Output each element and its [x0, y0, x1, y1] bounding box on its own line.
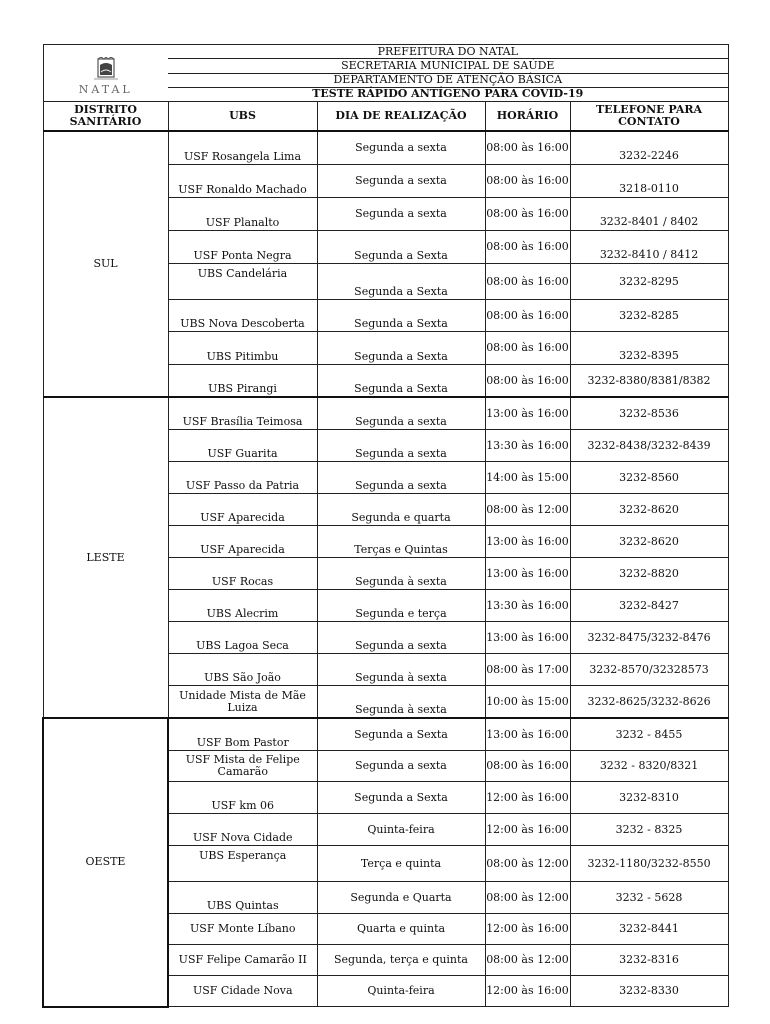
phone-cell: 3232-2246 [570, 131, 728, 165]
ubs-name-cell: USF Rocas [168, 558, 317, 590]
phone-cell: 3232 - 8320/8321 [570, 751, 728, 782]
ubs-name-cell: USF Ponta Negra [168, 231, 317, 264]
ubs-name-cell: USF km 06 [168, 782, 317, 814]
hour-cell: 08:00 às 16:00 [485, 131, 570, 165]
day-cell: Segunda a Sexta [317, 718, 485, 751]
hour-cell: 08:00 às 12:00 [485, 494, 570, 526]
hour-cell: 08:00 às 12:00 [485, 846, 570, 882]
ubs-name-cell: USF Felipe Camarão II [168, 945, 317, 976]
phone-cell: 3218-0110 [570, 165, 728, 198]
phone-cell: 3232-8310 [570, 782, 728, 814]
ubs-name-cell: UBS Pirangi [168, 365, 317, 398]
hour-cell: 08:00 às 16:00 [485, 264, 570, 300]
header-line-1: PREFEITURA DO NATAL [168, 45, 728, 59]
ubs-name-cell: Unidade Mista de Mãe Luiza [168, 686, 317, 719]
logo-cell [43, 45, 168, 102]
column-header-hour: HORÁRIO [485, 102, 570, 132]
ubs-name-cell: UBS Candelária [168, 264, 317, 300]
header-line-2: SECRETARIA MUNICIPAL DE SAÚDE [168, 59, 728, 73]
phone-cell: 3232-8560 [570, 462, 728, 494]
ubs-name-cell: USF Aparecida [168, 526, 317, 558]
day-cell: Segunda à sexta [317, 654, 485, 686]
ubs-name-cell: UBS Lagoa Seca [168, 622, 317, 654]
ubs-name-cell: USF Ronaldo Machado [168, 165, 317, 198]
day-cell: Terças e Quintas [317, 526, 485, 558]
ubs-name-cell: USF Cidade Nova [168, 976, 317, 1007]
day-cell: Terça e quinta [317, 846, 485, 882]
day-cell: Segunda a Sexta [317, 231, 485, 264]
phone-cell: 3232-8316 [570, 945, 728, 976]
hour-cell: 08:00 às 16:00 [485, 165, 570, 198]
column-header-phone: TELEFONE PARA CONTATO [570, 102, 728, 132]
day-cell: Segunda à sexta [317, 686, 485, 719]
hour-cell: 08:00 às 16:00 [485, 751, 570, 782]
header-line-4: TESTE RÁPIDO ANTÍGENO PARA COVID-19 [168, 87, 728, 101]
hour-cell: 12:00 às 16:00 [485, 914, 570, 945]
phone-cell: 3232-8285 [570, 300, 728, 332]
ubs-name-cell: USF Planalto [168, 198, 317, 231]
ubs-name-cell: UBS Pitimbu [168, 332, 317, 365]
day-cell: Segunda a sexta [317, 622, 485, 654]
ubs-name-cell: USF Guarita [168, 430, 317, 462]
hour-cell: 13:00 às 16:00 [485, 558, 570, 590]
hour-cell: 08:00 às 16:00 [485, 198, 570, 231]
hour-cell: 12:00 às 16:00 [485, 782, 570, 814]
phone-cell: 3232-8438/3232-8439 [570, 430, 728, 462]
phone-cell: 3232-8625/3232-8626 [570, 686, 728, 719]
phone-cell: 3232-8410 / 8412 [570, 231, 728, 264]
phone-cell: 3232-8295 [570, 264, 728, 300]
phone-cell: 3232-8536 [570, 397, 728, 430]
column-header-ubs: UBS [168, 102, 317, 132]
hour-cell: 08:00 às 16:00 [485, 231, 570, 264]
column-header-day: DIA DE REALIZAÇÃO [317, 102, 485, 132]
day-cell: Segunda à sexta [317, 558, 485, 590]
day-cell: Segunda a Sexta [317, 332, 485, 365]
hour-cell: 13:30 às 16:00 [485, 590, 570, 622]
hour-cell: 13:00 às 16:00 [485, 622, 570, 654]
phone-cell: 3232-8380/8381/8382 [570, 365, 728, 398]
hour-cell: 12:00 às 16:00 [485, 814, 570, 846]
hour-cell: 08:00 às 12:00 [485, 945, 570, 976]
ubs-name-cell: USF Bom Pastor [168, 718, 317, 751]
schedule-table [42, 44, 729, 1008]
column-header-district: DISTRITO SANITÁRIO [43, 102, 168, 132]
phone-cell: 3232-8395 [570, 332, 728, 365]
day-cell: Segunda e terça [317, 590, 485, 622]
covid-test-schedule-document [42, 44, 727, 1008]
day-cell: Segunda a sexta [317, 430, 485, 462]
phone-cell: 3232 - 8325 [570, 814, 728, 846]
day-cell: Segunda a sexta [317, 198, 485, 231]
table-row [43, 397, 728, 430]
day-cell: Segunda a Sexta [317, 365, 485, 398]
hour-cell: 08:00 às 16:00 [485, 332, 570, 365]
day-cell: Segunda a sexta [317, 462, 485, 494]
ubs-name-cell: UBS Quintas [168, 882, 317, 914]
phone-cell: 3232-8820 [570, 558, 728, 590]
hour-cell: 14:00 às 15:00 [485, 462, 570, 494]
hour-cell: 12:00 às 16:00 [485, 976, 570, 1007]
day-cell: Segunda a Sexta [317, 264, 485, 300]
day-cell: Quarta e quinta [317, 914, 485, 945]
ubs-name-cell: USF Monte Líbano [168, 914, 317, 945]
day-cell: Segunda a Sexta [317, 300, 485, 332]
day-cell: Segunda a sexta [317, 751, 485, 782]
day-cell: Segunda e quarta [317, 494, 485, 526]
ubs-name-cell: USF Aparecida [168, 494, 317, 526]
day-cell: Segunda a sexta [317, 397, 485, 430]
hour-cell: 13:00 às 16:00 [485, 526, 570, 558]
hour-cell: 08:00 às 16:00 [485, 300, 570, 332]
day-cell: Segunda e Quarta [317, 882, 485, 914]
phone-cell: 3232-8570/32328573 [570, 654, 728, 686]
ubs-name-cell: UBS Esperança [168, 846, 317, 882]
day-cell: Segunda, terça e quinta [317, 945, 485, 976]
hour-cell: 13:00 às 16:00 [485, 718, 570, 751]
header-line-3: DEPARTAMENTO DE ATENÇÃO BÁSICA [168, 73, 728, 87]
hour-cell: 08:00 às 17:00 [485, 654, 570, 686]
district-leste: LESTE [43, 397, 168, 718]
logo-wordmark: NATAL [78, 82, 133, 96]
day-cell: Segunda a sexta [317, 165, 485, 198]
ubs-name-cell: USF Passo da Patria [168, 462, 317, 494]
day-cell: Segunda a sexta [317, 131, 485, 165]
phone-cell: 3232 - 5628 [570, 882, 728, 914]
table-row [43, 718, 728, 751]
hour-cell: 10:00 às 15:00 [485, 686, 570, 719]
phone-cell: 3232-8620 [570, 526, 728, 558]
phone-cell: 3232-8427 [570, 590, 728, 622]
day-cell: Quinta-feira [317, 976, 485, 1007]
ubs-name-cell: USF Mista de Felipe Camarão [168, 751, 317, 782]
phone-cell: 3232-1180/3232-8550 [570, 846, 728, 882]
ubs-name-cell: USF Brasília Teimosa [168, 397, 317, 430]
ubs-name-cell: USF Nova Cidade [168, 814, 317, 846]
hour-cell: 08:00 às 16:00 [485, 365, 570, 398]
hour-cell: 13:00 às 16:00 [485, 397, 570, 430]
table-row [43, 131, 728, 165]
day-cell: Quinta-feira [317, 814, 485, 846]
phone-cell: 3232-8441 [570, 914, 728, 945]
ubs-name-cell: UBS São João [168, 654, 317, 686]
phone-cell: 3232-8475/3232-8476 [570, 622, 728, 654]
ubs-name-cell: UBS Nova Descoberta [168, 300, 317, 332]
phone-cell: 3232-8401 / 8402 [570, 198, 728, 231]
ubs-name-cell: UBS Alecrim [168, 590, 317, 622]
city-crest-icon [89, 57, 123, 83]
hour-cell: 08:00 às 12:00 [485, 882, 570, 914]
ubs-name-cell: USF Rosangela Lima [168, 131, 317, 165]
district-sul: SUL [43, 131, 168, 397]
phone-cell: 3232-8620 [570, 494, 728, 526]
hour-cell: 13:30 às 16:00 [485, 430, 570, 462]
district-oeste: OESTE [43, 718, 168, 1007]
day-cell: Segunda a Sexta [317, 782, 485, 814]
phone-cell: 3232 - 8455 [570, 718, 728, 751]
phone-cell: 3232-8330 [570, 976, 728, 1007]
